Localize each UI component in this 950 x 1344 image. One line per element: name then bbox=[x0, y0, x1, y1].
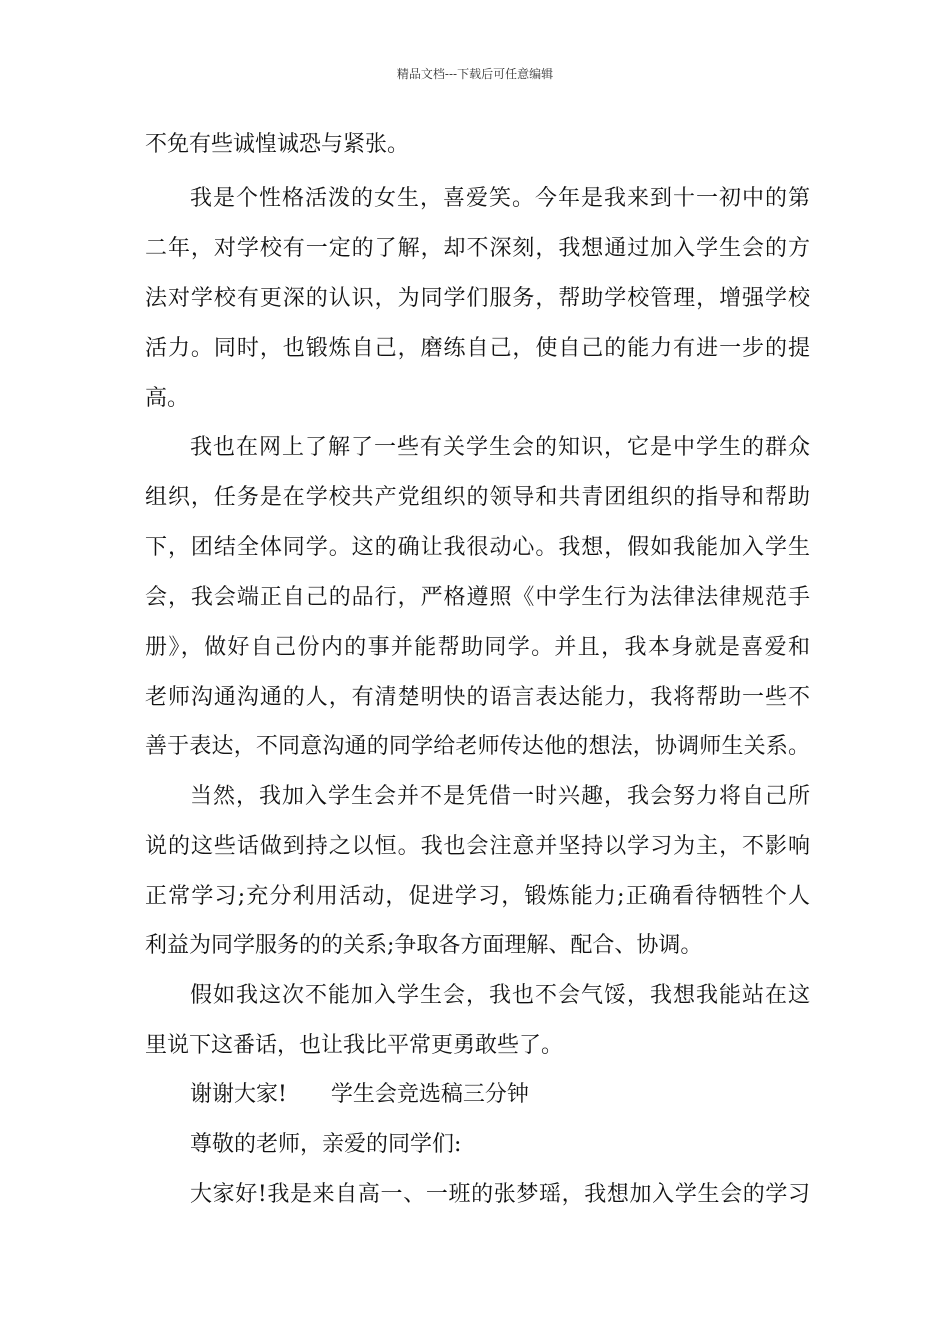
text-line: 册》，做好自己份内的事并能帮助同学。并且，我本身就是喜爱和 bbox=[145, 635, 810, 660]
text-line: 正常学习;充分利用活动，促进学习，锻炼能力;正确看待牺牲个人 bbox=[145, 884, 810, 909]
text-line: 老师沟通沟通的人，有清楚明快的语言表达能力，我将帮助一些不 bbox=[145, 685, 810, 710]
text-line: 里说下这番话，也让我比平常更勇敢些了。 bbox=[145, 1033, 564, 1058]
text-line: 组织，任务是在学校共产党组织的领导和共青团组织的指导和帮助 bbox=[145, 485, 810, 510]
text-line: 高。 bbox=[145, 386, 190, 411]
text-line: 谢谢大家! 学生会竞选稿三分钟 bbox=[190, 1082, 529, 1107]
text-line: 善于表达，不同意沟通的同学给老师传达他的想法，协调师生关系。 bbox=[145, 734, 810, 759]
text-line: 二年，对学校有一定的了解，却不深刻，我想通过加入学生会的方 bbox=[145, 236, 810, 261]
text-line: 我是个性格活泼的女生，喜爱笑。今年是我来到十一初中的第 bbox=[190, 186, 810, 211]
text-line: 利益为同学服务的的关系;争取各方面理解、配合、协调。 bbox=[145, 933, 703, 958]
text-line: 法对学校有更深的认识，为同学们服务，帮助学校管理，增强学校 bbox=[145, 286, 810, 311]
text-line: 假如我这次不能加入学生会，我也不会气馁，我想我能站在这 bbox=[190, 983, 810, 1008]
text-line: 说的这些话做到持之以恒。我也会注意并坚持以学习为主，不影响 bbox=[145, 834, 810, 859]
text-line: 下，团结全体同学。这的确让我很动心。我想，假如我能加入学生 bbox=[145, 535, 810, 560]
text-line: 大家好!我是来自高一、一班的张梦瑶，我想加入学生会的学习 bbox=[190, 1182, 810, 1207]
text-line: 不免有些诚惶诚恐与紧张。 bbox=[145, 132, 410, 157]
text-line: 会，我会端正自己的品行，严格遵照《中学生行为法律法律规范手 bbox=[145, 585, 810, 610]
text-line: 我也在网上了解了一些有关学生会的知识，它是中学生的群众 bbox=[190, 435, 810, 460]
text-line: 尊敬的老师，亲爱的同学们: bbox=[190, 1132, 462, 1157]
text-line: 活力。同时，也锻炼自己，磨练自己，使自己的能力有进一步的提 bbox=[145, 336, 810, 361]
text-line: 当然，我加入学生会并不是凭借一时兴趣，我会努力将自己所 bbox=[190, 784, 810, 809]
page-header: 精品文档---下载后可任意编辑 bbox=[396, 67, 554, 81]
